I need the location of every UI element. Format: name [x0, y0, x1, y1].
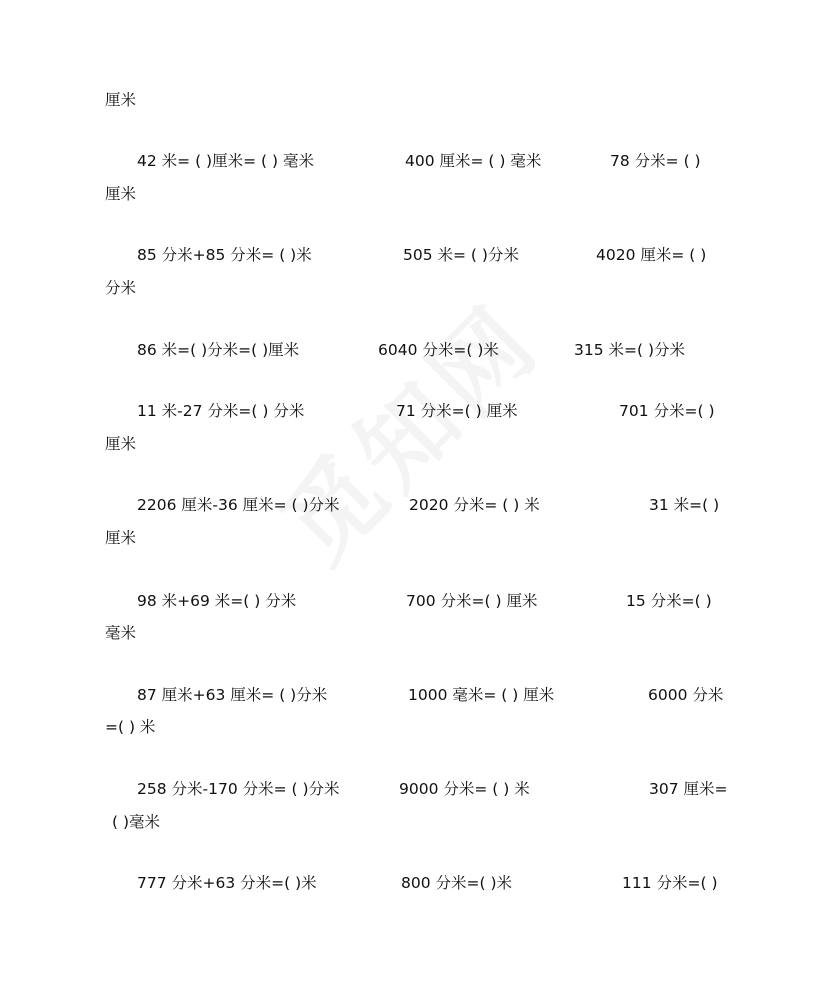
- problem-wrap: =( ) 米: [105, 718, 156, 736]
- problem-col1: 42 米= ( )厘米= ( ) 毫米: [137, 152, 314, 170]
- problem-col3: 315 米=( )分米: [574, 341, 686, 359]
- problem-col2: 400 厘米= ( ) 毫米: [405, 152, 542, 170]
- problem-col3: 78 分米= ( ): [610, 152, 701, 170]
- problem-col1: 777 分米+63 分米=( )米: [137, 874, 317, 892]
- problem-col1: 258 分米-170 分米= ( )分米: [137, 780, 340, 798]
- problem-col3: 15 分米=( ): [626, 592, 712, 610]
- problem-col2: 700 分米=( ) 厘米: [406, 592, 538, 610]
- problem-col1: 2206 厘米-36 厘米= ( )分米: [137, 496, 340, 514]
- problem-col1: 85 分米+85 分米= ( )米: [137, 246, 312, 264]
- watermark: [247, 270, 564, 587]
- problem-wrap: 分米: [105, 279, 137, 297]
- problem-wrap: ( )毫米: [112, 813, 161, 831]
- problem-col2: 9000 分米= ( ) 米: [399, 780, 530, 798]
- problem-wrap: 厘米: [105, 529, 137, 547]
- problem-col1: 87 厘米+63 厘米= ( )分米: [137, 686, 328, 704]
- problem-wrap: 毫米: [105, 624, 137, 642]
- problem-col2: 505 米= ( )分米: [403, 246, 519, 264]
- problem-col2: 800 分米=( )米: [401, 874, 513, 892]
- problem-col3: 4020 厘米= ( ): [596, 246, 707, 264]
- problem-col3: 307 厘米=: [649, 780, 728, 798]
- problem-col1: 11 米-27 分米=( ) 分米: [137, 402, 305, 420]
- problem-col1: 86 米=( )分米=( )厘米: [137, 341, 300, 359]
- problem-col3: 31 米=( ): [649, 496, 720, 514]
- problem-wrap: 厘米: [105, 435, 137, 453]
- worksheet-line: 厘米: [105, 91, 137, 109]
- problem-col3: 701 分米=( ): [619, 402, 715, 420]
- problem-col2: 1000 毫米= ( ) 厘米: [408, 686, 555, 704]
- problem-col2: 2020 分米= ( ) 米: [409, 496, 540, 514]
- problem-col3: 6000 分米: [648, 686, 724, 704]
- problem-col2: 71 分米=( ) 厘米: [396, 402, 518, 420]
- problem-col2: 6040 分米=( )米: [378, 341, 499, 359]
- problem-wrap: 厘米: [105, 185, 137, 203]
- problem-col1: 98 米+69 米=( ) 分米: [137, 592, 297, 610]
- problem-col3: 111 分米=( ): [622, 874, 718, 892]
